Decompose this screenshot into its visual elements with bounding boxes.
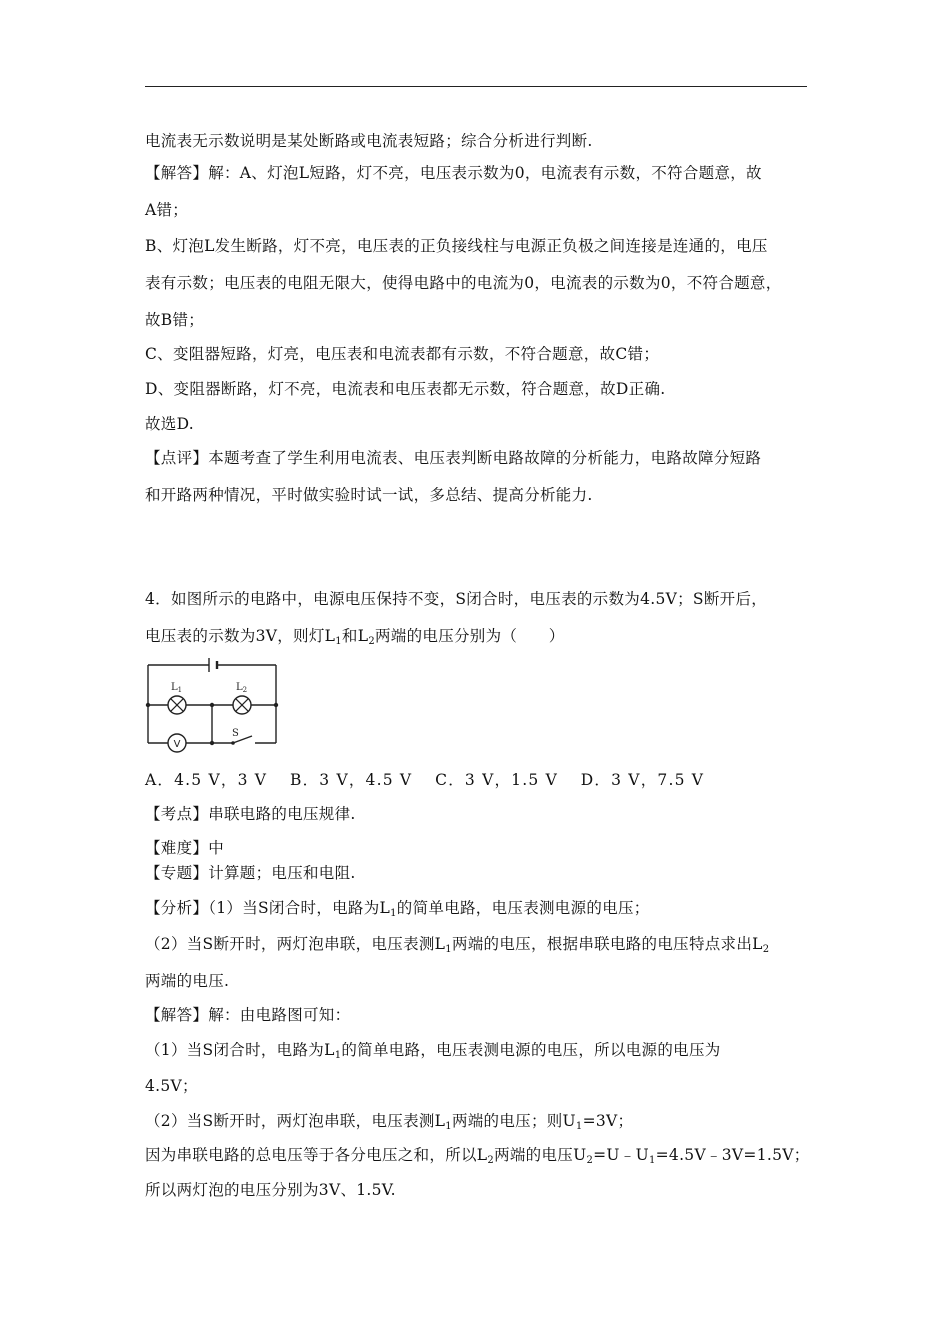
lamp-1-icon [168, 696, 186, 714]
q4-kaodian: 【考点】串联电路的电压规律. [145, 805, 356, 823]
prev-line-5: 表有示数；电压表的电阻无限大，使得电路中的电流为0，电流表的示数为0，不符合题意， [145, 274, 782, 292]
switch-label: S [232, 728, 239, 739]
switch-pivot [231, 741, 235, 745]
q4-fenxi-3: 两端的电压. [145, 972, 230, 990]
q4-jieda-3: 因为串联电路的总电压等于各分电压之和，所以$L_2$两端的电压$U_2=U﹣U_1=4.5V﹣3V=1.5V$； [145, 1146, 810, 1166]
q4-conclusion: 所以两灯泡的电压分别为3V、1.5V. [145, 1181, 396, 1199]
lamp-1-label: $L_1$ [171, 682, 183, 694]
svg-text:V: V [173, 739, 181, 750]
q4-jieda: 【解答】解：由电路图可知： [145, 1006, 351, 1024]
q4-jieda-2: （2）当S断开时，两灯泡串联，电压表测$L_1$两端的电压；则$U_1=3V$； [145, 1112, 634, 1132]
lamp-2-icon [233, 696, 251, 714]
prev-line-1: 电流表无示数说明是某处断路或电流表短路；综合分析进行判断. [145, 132, 593, 150]
q4-stem-1: 4．如图所示的电路中，电源电压保持不变，S闭合时，电压表的示数为4.5V；S断开后， [145, 590, 768, 608]
q4-zhuanti: 【专题】计算题；电压和电阻. [145, 864, 356, 882]
prev-answer: 【解答】解：A、灯泡L短路，灯不亮，电压表示数为0，电流表有示数，不符合题意，故 [145, 164, 762, 182]
q4-nandu: 【难度】中 [145, 839, 225, 857]
prev-line-4: B、灯泡L发生断路，灯不亮，电压表的正负接线柱与电源正负极之间连接是连通的，电压 [145, 237, 768, 255]
prev-line-6: 故B错； [145, 311, 205, 329]
q4-jieda-1b: 4.5V； [145, 1077, 198, 1095]
q4-stem-2: 电压表的示数为3V，则灯$L_1$和$L_2$两端的电压分别为（ ） [145, 627, 565, 647]
prev-line-3: A错； [145, 201, 189, 219]
voltmeter-icon [168, 734, 186, 752]
prev-line-7: C、变阻器短路，灯亮，电压表和电流表都有示数，不符合题意，故C错； [145, 345, 660, 363]
header-rule [145, 86, 807, 87]
prev-line-9: 故选D. [145, 415, 195, 433]
q4-options: A．4.5 V，3 V B．3 V，4.5 V C．3 V，1.5 V D．3 V，7.5 V [145, 771, 705, 789]
q4-fenxi: 【分析】（1）当S闭合时，电路为$L_1$的简单电路，电压表测电源的电压； [145, 899, 650, 919]
prev-line-8: D、变阻器断路，灯不亮，电流表和电压表都无示数，符合题意，故D正确. [145, 380, 666, 398]
prev-comment: 【点评】本题考查了学生利用电流表、电压表判断电路故障的分析能力，电路故障分短路 [145, 449, 762, 467]
q4-jieda-1: （1）当S闭合时，电路为$L_1$的简单电路，电压表测电源的电压，所以电源的电压为 [145, 1041, 721, 1061]
lamp-2-label: $L_2$ [236, 682, 248, 694]
prev-line-11: 和开路两种情况，平时做实验时试一试，多总结、提高分析能力. [145, 486, 593, 504]
q4-fenxi-2: （2）当S断开时，两灯泡串联，电压表测$L_1$两端的电压，根据串联电路的电压特点求出$L_2$ [145, 935, 770, 955]
circuit-diagram [145, 655, 285, 755]
